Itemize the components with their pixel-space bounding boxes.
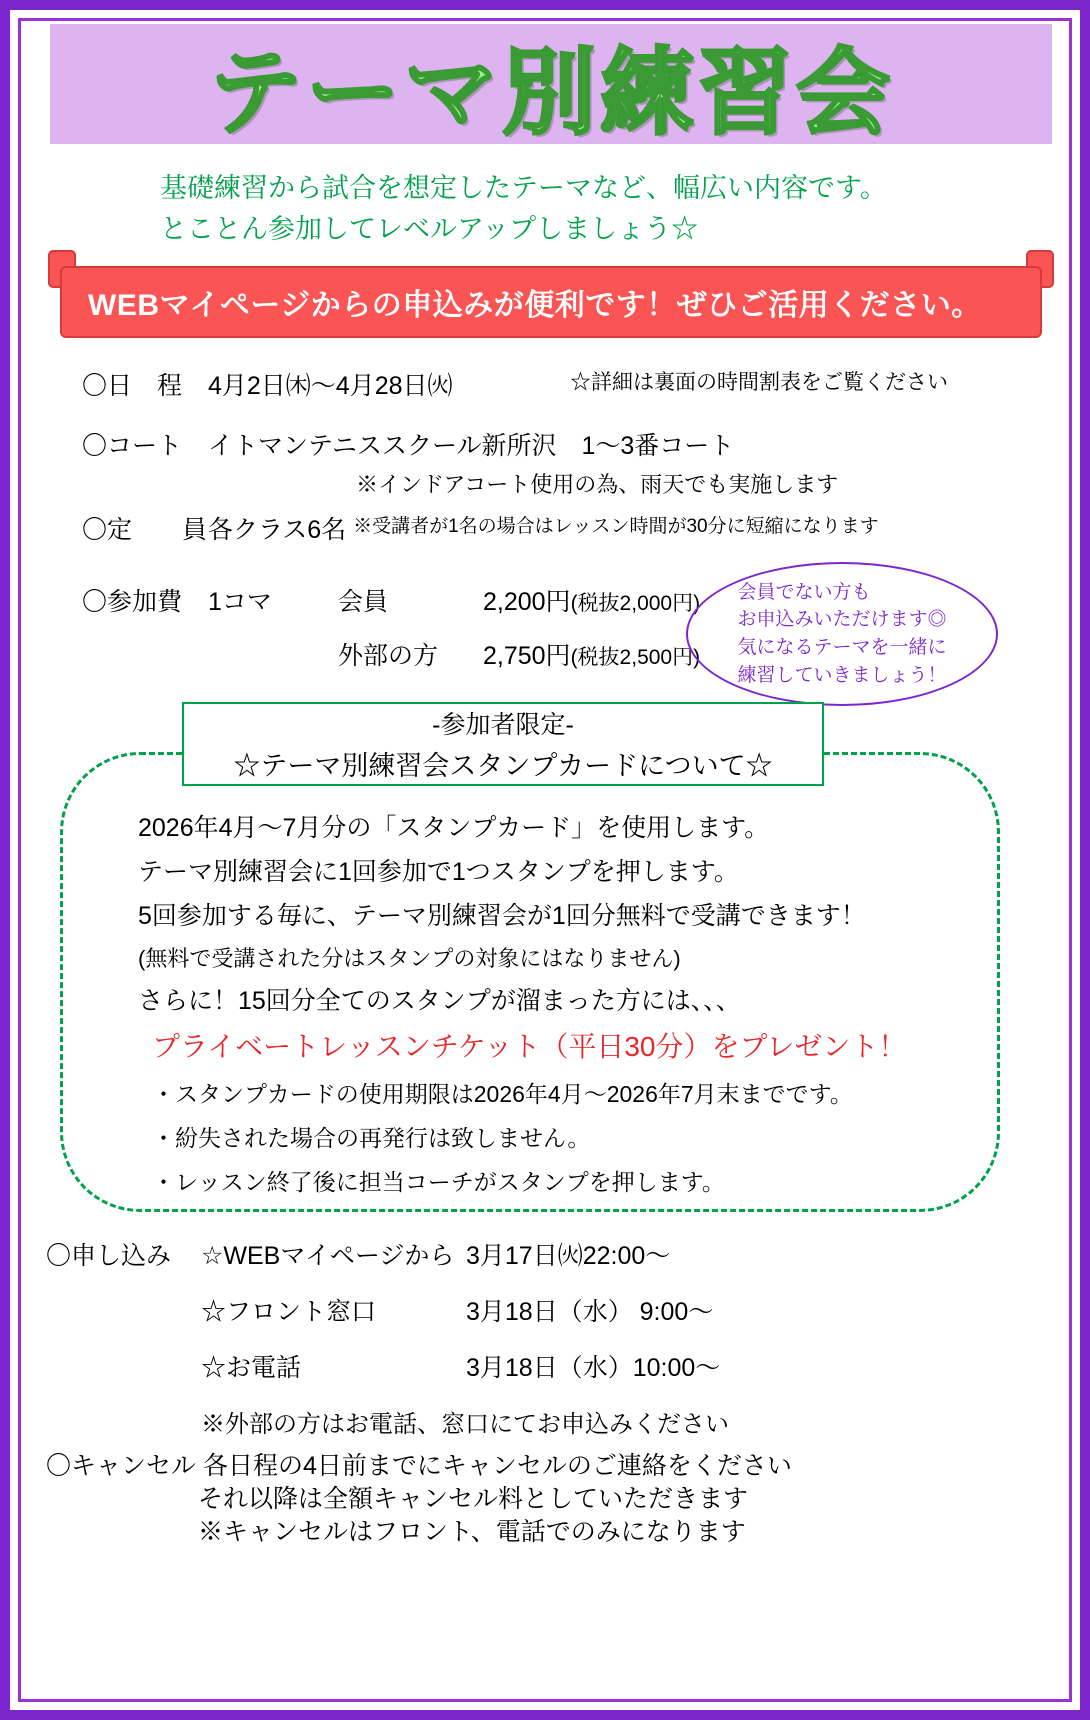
application-row-web	[46, 1236, 1046, 1292]
fee-unit: 1コマ	[208, 588, 272, 616]
stamp-highlight-text: プライベートレッスンチケット（平日30分）をプレゼント！	[152, 1031, 907, 1062]
capacity-note: ※受講者が1名の場合はレッスン時間が30分に短縮になります	[353, 516, 879, 537]
capacity-value: 各クラス6名	[208, 516, 347, 544]
application-time-phone: 3月18日（水）10:00〜	[466, 1354, 721, 1382]
stamp-card-heading	[182, 702, 824, 786]
stamp-body-line-1: 2026年4月〜7月分の「スタンプカード」を使用します。	[138, 814, 770, 842]
lead-line-2: とことん参加してレベルアップしましょう☆	[160, 213, 699, 244]
stamp-card-body	[138, 816, 958, 1215]
title-banner	[50, 24, 1052, 148]
application-way-phone: ☆お電話	[201, 1354, 302, 1382]
cancel-text-1: 各日程の4日前までにキャンセルのご連絡をください	[202, 1452, 792, 1480]
nonmember-callout	[686, 562, 998, 706]
cancel-line-1	[46, 1450, 1046, 1483]
date-note: ☆詳細は裏面の時間割表をご覧ください	[570, 371, 948, 394]
court-value: イトマンテニススクール新所沢 1〜3番コート	[208, 432, 735, 460]
fee-tax-member: (税抜2,000円)	[570, 592, 701, 615]
cancel-line-3: ※キャンセルはフロント、電話でのみになります	[198, 1518, 746, 1546]
stamp-head-line-2: ☆テーマ別練習会スタンプカードについて☆	[233, 751, 773, 781]
court-note: ※インドアコート使用の為、雨天でも実施します	[356, 472, 839, 497]
stamp-bullet-3: ・レッスン終了後に担当コーチがスタンプを押します。	[152, 1169, 725, 1195]
fee-who-member: 会員	[338, 588, 389, 616]
date-label: 〇日 程	[82, 372, 183, 400]
date-value: 4月2日㈭〜4月28日㈫	[208, 372, 453, 400]
stamp-bullet-1: ・スタンプカードの使用期限は2026年4月〜2026年7月末までです。	[152, 1081, 853, 1107]
stamp-bullets	[138, 1083, 958, 1194]
cancel-label: 〇キャンセル	[46, 1452, 197, 1480]
callout-line-3: 気になるテーマを一緒に	[737, 637, 947, 658]
stamp-body-line-3: 5回参加する毎に、テーマ別練習会が1回分無料で受講できます！	[138, 902, 866, 930]
fee-amount-member: 2,200円	[483, 588, 571, 616]
callout-line-4: 練習していきましょう！	[737, 664, 947, 686]
info-row-capacity	[82, 510, 879, 546]
application-way-front: ☆フロント窓口	[201, 1298, 377, 1326]
cancel-block	[46, 1450, 1046, 1549]
cancel-line-2: それ以降は全額キャンセル料としていただきます	[198, 1485, 749, 1513]
stamp-head-line-1: -参加者限定-	[432, 711, 574, 739]
lead-copy	[160, 168, 887, 249]
stamp-body-line-2: テーマ別練習会に1回参加で1つスタンプを押します。	[138, 858, 739, 886]
fee-tax-nonmember: (税抜2,500円)	[570, 646, 701, 669]
page-title: テーマ別練習会	[207, 38, 894, 148]
stamp-bullet-2: ・紛失された場合の再発行は致しません。	[152, 1125, 591, 1151]
application-way-web: ☆WEBマイページから	[201, 1242, 455, 1270]
lead-line-1: 基礎練習から試合を想定したテーマなど、幅広い内容です。	[160, 173, 887, 203]
fee-row-nonmember	[208, 636, 700, 672]
info-row-date	[82, 366, 948, 402]
red-banner-body	[60, 266, 1042, 338]
court-label: 〇コート	[82, 432, 183, 460]
application-time-web: 3月17日㈫22:00〜	[466, 1242, 671, 1270]
fee-amount-nonmember: 2,750円	[483, 642, 571, 670]
stamp-body-more: さらに！15回分全てのスタンプが溜まった方には、、、	[138, 987, 741, 1015]
info-row-fee	[82, 582, 700, 690]
application-block	[46, 1236, 1046, 1460]
stamp-body-note: (無料で受講された分はスタンプの対象にはなりません)	[138, 946, 681, 971]
red-banner-text: WEBマイページからの申込みが便利です！ぜひご活用ください。	[88, 289, 982, 322]
web-application-banner	[48, 260, 1054, 344]
info-row-court	[82, 426, 838, 499]
application-note: ※外部の方はお電話、窓口にてお申込みください	[201, 1411, 729, 1438]
application-row-front	[46, 1292, 1046, 1348]
fee-label: 〇参加費	[82, 588, 183, 616]
callout-line-1: 会員でない方も	[737, 581, 871, 603]
fee-row-member	[208, 582, 700, 618]
capacity-label: 〇定 員	[82, 516, 208, 544]
application-row-phone	[46, 1348, 1046, 1404]
application-time-front: 3月18日（水） 9:00〜	[466, 1298, 714, 1326]
callout-line-2: お申込みいただけます◎	[737, 609, 947, 631]
application-label: 〇申し込み	[46, 1242, 172, 1270]
fee-who-nonmember: 外部の方	[338, 642, 439, 670]
